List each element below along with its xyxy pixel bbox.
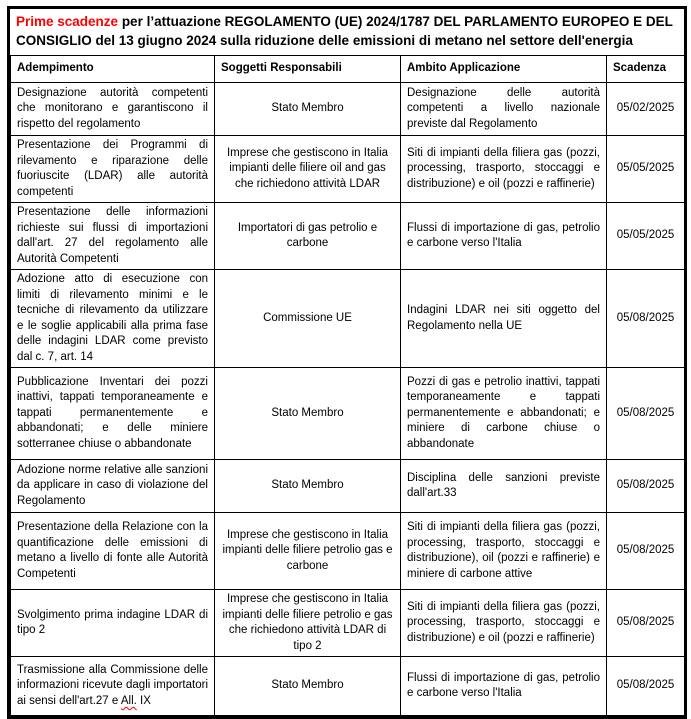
cell-text-segment: Trasmissione alla Commissione delle informazioni ricevute dagli importatori ai sensi dell'art.27 e xyxy=(17,663,208,707)
cell-adempimento: Presentazione della Relazione con la quantificazione delle emissioni di metano a livello di fonte alle Autorità Competenti xyxy=(11,513,215,590)
cell-soggetti: Commissione UE xyxy=(215,270,401,368)
cell-adempimento: Svolgimento prima indagine LDAR di tipo 2 xyxy=(11,590,215,657)
title-rest: per l’attuazione REGOLAMENTO (UE) 2024/1787 DEL PARLAMENTO EUROPEO E DEL CONSIGLIO del 13 giugno 2024 sulla riduzione delle emissioni di metano nel settore dell'energia xyxy=(16,14,673,48)
cell-scadenza: 05/08/2025 xyxy=(607,590,685,657)
misspelled-word: All. xyxy=(120,694,137,707)
cell-soggetti: Imprese che gestiscono in Italia impianti delle filiere petrolio gas e carbone xyxy=(215,513,401,590)
table-row xyxy=(11,136,685,203)
table-header-row xyxy=(11,56,685,83)
cell-ambito: Indagini LDAR nei siti oggetto del Regolamento nella UE xyxy=(401,270,607,368)
col-header-ambito: Ambito Applicazione xyxy=(401,56,607,83)
cell-scadenza: 05/08/2025 xyxy=(607,270,685,368)
cell-scadenza: 05/05/2025 xyxy=(607,136,685,203)
deadlines-table xyxy=(10,55,685,716)
cell-soggetti: Stato Membro xyxy=(215,83,401,136)
regulation-deadlines-card xyxy=(7,6,687,719)
cell-soggetti: Importatori di gas petrolio e carbone xyxy=(215,203,401,270)
cell-soggetti: Stato Membro xyxy=(215,657,401,716)
cell-scadenza: 05/08/2025 xyxy=(607,460,685,513)
cell-ambito: Disciplina delle sanzioni previste dall'art.33 xyxy=(401,460,607,513)
cell-ambito: Designazione delle autorità competenti a livello nazionale previste dal Regolamento xyxy=(401,83,607,136)
cell-soggetti: Imprese che gestiscono in Italia impianti delle filiere petrolio e gas che richiedono attività LDAR di tipo 2 xyxy=(215,590,401,657)
cell-soggetti: Imprese che gestiscono in Italia impianti delle filiere oil and gas che richiedono attività LDAR xyxy=(215,136,401,203)
table-row xyxy=(11,513,685,590)
cell-soggetti: Stato Membro xyxy=(215,368,401,460)
cell-ambito: Siti di impianti della filiera gas (pozzi, processing, trasporto, stoccaggi e distribuzione) e oil (pozzi e raffinerie) xyxy=(401,136,607,203)
cell-text-segment: IX xyxy=(136,694,151,707)
cell-scadenza: 05/08/2025 xyxy=(607,657,685,716)
col-header-soggetti: Soggetti Responsabili xyxy=(215,56,401,83)
table-row xyxy=(11,83,685,136)
cell-ambito: Flussi di importazione di gas, petrolio e carbone verso l'Italia xyxy=(401,657,607,716)
cell-adempimento: Presentazione delle informazioni richieste sui flussi di importazioni dall'art. 27 del regolamento alle Autorità Competenti xyxy=(11,203,215,270)
cell-adempimento: Pubblicazione Inventari dei pozzi inattivi, tappati temporaneamente e tappati permanentemente e abbandonati; e delle miniere sotterranee chiuse o abbandonate xyxy=(11,368,215,460)
col-header-scadenza: Scadenza xyxy=(607,56,685,83)
cell-scadenza: 05/02/2025 xyxy=(607,83,685,136)
table-row xyxy=(11,368,685,460)
cell-ambito: Flussi di importazione di gas, petrolio e carbone verso l'Italia xyxy=(401,203,607,270)
document-title xyxy=(10,9,684,55)
cell-ambito: Pozzi di gas e petrolio inattivi, tappati temporaneamente e tappati permanentemente e abbandonati; e miniere di carbone chiuse o abbandonate xyxy=(401,368,607,460)
cell-adempimento: Adozione norme relative alle sanzioni da applicare in caso di violazione del Regolamento xyxy=(11,460,215,513)
cell-soggetti: Stato Membro xyxy=(215,460,401,513)
table-row xyxy=(11,590,685,657)
table-row xyxy=(11,270,685,368)
table-row xyxy=(11,460,685,513)
cell-adempimento: Presentazione dei Programmi di rilevamento e riparazione delle fuoriuscite (LDAR) alle autorità competenti xyxy=(11,136,215,203)
cell-ambito: Siti di impianti della filiera gas (pozzi, processing, trasporto, stoccaggi e distribuzione), oil (pozzi e raffinerie) e miniere di carbone attive xyxy=(401,513,607,590)
cell-adempimento: Designazione autorità competenti che monitorano e garantiscono il rispetto del regolamento xyxy=(11,83,215,136)
cell-scadenza: 05/08/2025 xyxy=(607,368,685,460)
title-highlight: Prime scadenze xyxy=(16,14,119,29)
cell-adempimento: Adozione atto di esecuzione con limiti di rilevamento minimi e le tecniche di rilevamento da utilizzare e le soglie applicabili alla prima fase delle indagini LDAR come previsto dal c. 7, art. 14 xyxy=(11,270,215,368)
cell-scadenza: 05/05/2025 xyxy=(607,203,685,270)
table-row xyxy=(11,203,685,270)
table-row xyxy=(11,657,685,716)
col-header-adempimento: Adempimento xyxy=(11,56,215,83)
cell-ambito: Siti di impianti della filiera gas (pozzi, processing, trasporto, stoccaggi e distribuzione) e oil (pozzi e raffinerie) xyxy=(401,590,607,657)
cell-adempimento xyxy=(11,657,215,716)
cell-scadenza: 05/08/2025 xyxy=(607,513,685,590)
